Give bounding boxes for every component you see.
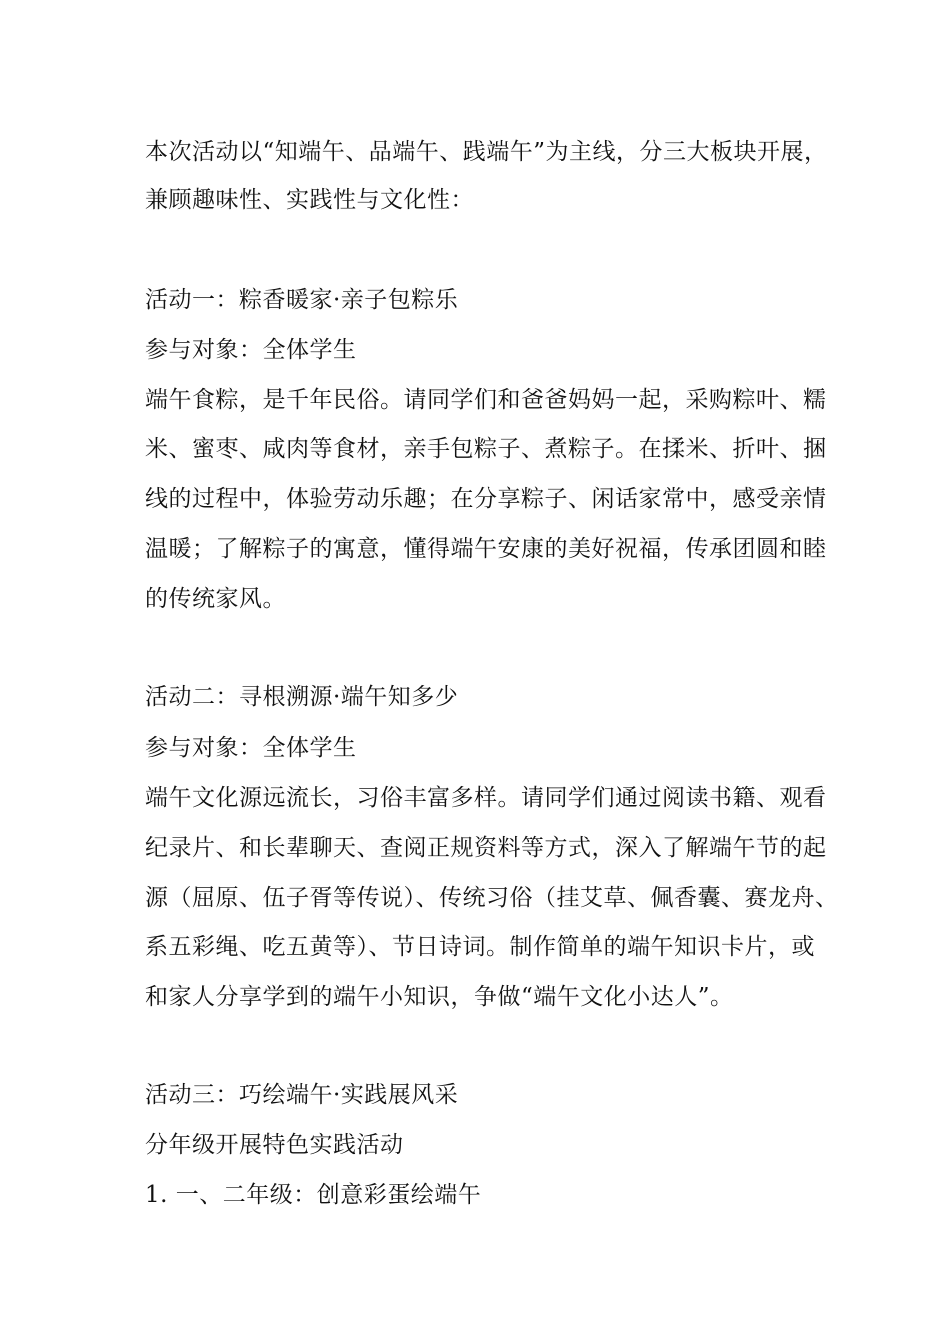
activity1-body-line-1: 端午食粽，是千年民俗。请同学们和爸爸妈妈一起，采购粽叶、糯 <box>145 387 827 413</box>
activity1-title: 活动一：粽香暖家·亲子包粽乐 <box>145 287 459 313</box>
activity2-body-line-3: 源（屈原、伍子胥等传说）、传统习俗（挂艾草、佩香囊、赛龙舟、 <box>145 885 839 911</box>
activity3-subtitle: 分年级开展特色实践活动 <box>145 1132 404 1158</box>
activity2-title: 活动二：寻根溯源·端午知多少 <box>145 684 459 710</box>
intro-line-1: 本次活动以“知端午、品端午、践端午”为主线，分三大板块开展， <box>145 139 828 165</box>
activity3-title: 活动三：巧绘端午·实践展风采 <box>145 1082 459 1108</box>
activity3-item-1: 1. 一、二年级：创意彩蛋绘端午 <box>145 1182 482 1208</box>
activity2-body-line-1: 端午文化源远流长，习俗丰富多样。请同学们通过阅读书籍、观看 <box>145 785 827 811</box>
intro-line-2: 兼顾趣味性、实践性与文化性： <box>145 187 474 213</box>
activity2-body-line-5: 和家人分享学到的端午小知识，争做“端午文化小达人”。 <box>145 984 734 1010</box>
activity1-body-line-5: 的传统家风。 <box>145 586 286 612</box>
activity2-participants: 参与对象：全体学生 <box>145 735 357 761</box>
activity1-body-line-2: 米、蜜枣、咸肉等食材，亲手包粽子、煮粽子。在揉米、折叶、捆 <box>145 436 827 462</box>
activity1-participants: 参与对象：全体学生 <box>145 337 357 363</box>
activity1-body-line-3: 线的过程中，体验劳动乐趣；在分享粽子、闲话家常中，感受亲情 <box>145 486 827 512</box>
activity1-body-line-4: 温暖；了解粽子的寓意，懂得端午安康的美好祝福，传承团圆和睦 <box>145 536 827 562</box>
activity2-body-line-4: 系五彩绳、吃五黄等）、节日诗词。制作简单的端午知识卡片，或 <box>145 934 815 960</box>
activity2-body-line-2: 纪录片、和长辈聊天、查阅正规资料等方式，深入了解端午节的起 <box>145 835 827 861</box>
